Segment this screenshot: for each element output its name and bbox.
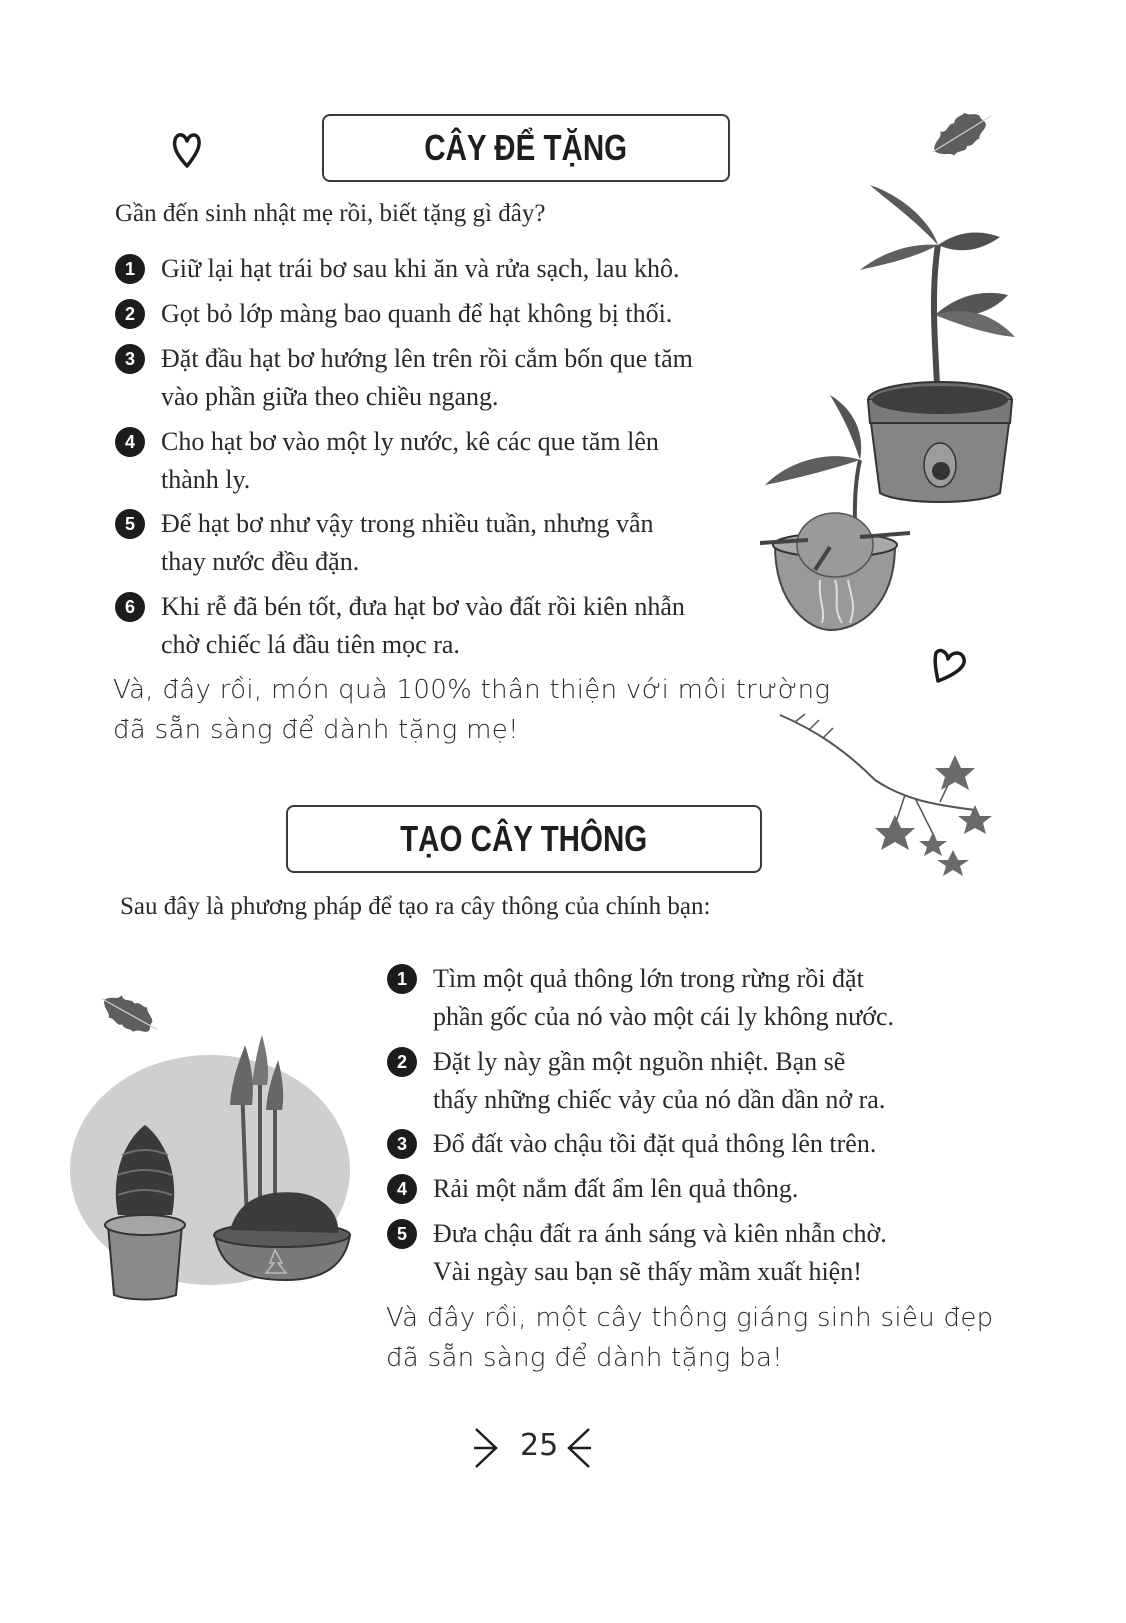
closing-line: Và, đây rồi, món quà 100% thân thiện với môi trường [113, 675, 831, 705]
section-intro: Gần đến sinh nhật mẹ rồi, biết tặng gì đây? [115, 200, 546, 227]
heart-doodle-icon [170, 130, 204, 170]
closing-note [386, 1298, 993, 1378]
step-item [387, 1215, 887, 1291]
step-text-line: Đưa chậu đất ra ánh sáng và kiên nhẫn chờ. [433, 1219, 887, 1248]
step-text: Rải một nắm đất ẩm lên quả thông. [433, 1174, 799, 1203]
step-text-line: Vài ngày sau bạn sẽ thấy mầm xuất hiện! [433, 1257, 862, 1286]
step-text-line: thành ly. [161, 465, 251, 494]
section-intro: Sau đây là phương pháp để tạo ra cây thông của chính bạn: [120, 893, 711, 920]
step-text-line: Cho hạt bơ vào một ly nước, kê các que tăm lên [161, 427, 659, 456]
step-number-badge: 5 [387, 1219, 417, 1249]
step-item [387, 1125, 876, 1163]
closing-note [113, 670, 830, 750]
step-text: Đổ đất vào chậu tồi đặt quả thông lên trên. [433, 1129, 877, 1158]
step-item [387, 1043, 885, 1119]
step-number-badge: 4 [387, 1174, 417, 1204]
step-number-badge: 2 [387, 1047, 417, 1077]
step-text: Gọt bỏ lớp màng bao quanh để hạt không bị thối. [161, 299, 673, 328]
step-text-line: thay nước đều đặn. [161, 547, 360, 576]
step-text-line: phần gốc của nó vào một cái ly không nước. [433, 1002, 895, 1031]
step-item [115, 588, 685, 664]
step-text-line: Đặt ly này gần một nguồn nhiệt. Bạn sẽ [433, 1047, 846, 1076]
step-text-line: Khi rễ đã bén tốt, đưa hạt bơ vào đất rồi kiên nhẫn [161, 592, 685, 621]
step-number-badge: 3 [115, 344, 145, 374]
arrow-right-doodle-icon [472, 1425, 502, 1471]
step-number-badge: 1 [115, 254, 145, 284]
step-item [115, 505, 654, 581]
closing-line: đã sẵn sàng để dành tặng mẹ! [113, 715, 519, 745]
oak-leaf-icon [925, 105, 1000, 165]
pine-cone-pots-illustration [70, 1025, 355, 1305]
step-item [387, 960, 894, 1036]
step-number-badge: 4 [115, 427, 145, 457]
step-item [115, 250, 679, 288]
step-text-line: vào phần giữa theo chiều ngang. [161, 382, 499, 411]
step-item [115, 340, 693, 416]
step-text-line: Tìm một quả thông lớn trong rừng rồi đặt [433, 964, 864, 993]
step-item [115, 295, 672, 333]
step-text-line: chờ chiếc lá đầu tiên mọc ra. [161, 630, 460, 659]
step-item [115, 423, 659, 499]
avocado-plants-illustration [760, 175, 1030, 650]
section-title-box [286, 805, 762, 873]
step-number-badge: 3 [387, 1129, 417, 1159]
section-title: TẠO CÂY THÔNG [400, 818, 648, 859]
step-text: Giữ lại hạt trái bơ sau khi ăn và rửa sạch, lau khô. [161, 254, 680, 283]
step-number-badge: 1 [387, 964, 417, 994]
heart-doodle-icon [930, 645, 970, 685]
step-number-badge: 6 [115, 592, 145, 622]
step-text-line: Đặt đầu hạt bơ hướng lên trên rồi cắm bốn que tăm [161, 344, 693, 373]
closing-line: đã sẵn sàng để dành tặng ba! [386, 1343, 783, 1373]
step-number-badge: 5 [115, 509, 145, 539]
step-text-line: Để hạt bơ như vậy trong nhiều tuần, nhưng vẫn [161, 509, 654, 538]
step-number-badge: 2 [115, 299, 145, 329]
closing-line: Và đây rồi, một cây thông giáng sinh siêu đẹp [386, 1303, 994, 1333]
section-title-box [322, 114, 730, 182]
step-item [387, 1170, 798, 1208]
step-text-line: thấy những chiếc vảy của nó dần dần nở ra. [433, 1085, 886, 1114]
arrow-left-doodle-icon [563, 1425, 593, 1471]
page-number: 25 [520, 1428, 559, 1463]
section-title: CÂY ĐỂ TẶNG [424, 127, 628, 168]
